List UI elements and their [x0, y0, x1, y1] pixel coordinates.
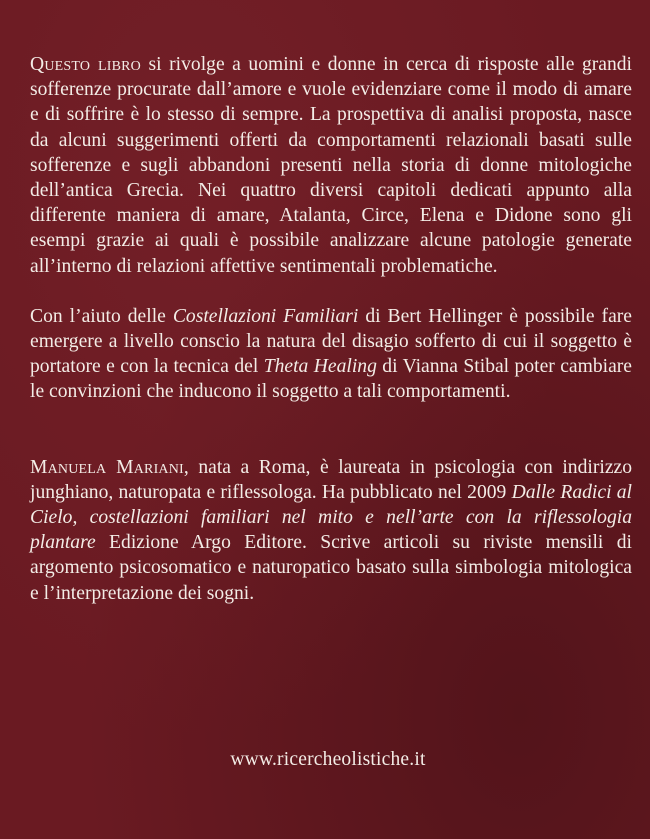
intro-lead: Questo libro: [30, 54, 141, 75]
method-italic-2: Theta Healing: [263, 356, 377, 378]
author-name: Manuela Mariani: [30, 456, 184, 478]
website-link[interactable]: www.ricercheolistiche.it: [230, 749, 426, 770]
method-paragraph: [30, 304, 632, 405]
method-text-3: di Vianna Stibal poter cambiare le convinzioni che inducono il soggetto a tali comportamenti.: [30, 356, 632, 403]
intro-text: si rivolge a uomini e donne in cerca di risposte alle grandi sofferenze procurate dall’amore e vuole evidenziare come il modo di amare e di soffrire è lo stesso di sempre. La prospettiva di analisi proposta, nasce da alcuni suggerimenti offerti da comportamenti relazionali basati sulle sofferenze e sugli abbandoni presenti nella storia di donne mitologiche dell’antica Grecia. Nei quattro diversi capitoli dedicati appunto alla differente maniera di amare, Atalanta, Circe, Elena e Didone sono gli esempi grazie ai quali è possibile analizzare alcune patologie generate all’interno di relazioni affettive sentimentali problematiche.: [30, 54, 633, 277]
method-text-1: Con l’aiuto delle: [30, 305, 173, 327]
method-text-2: di Bert Hellinger è possibile fare emergere a livello conscio la natura del disagio sofferto di cui il soggetto è portatore e con la tecnica del: [30, 305, 632, 378]
intro-paragraph: [30, 52, 632, 279]
author-bio-paragraph: [30, 455, 632, 606]
method-italic-1: Costellazioni Familiari: [172, 305, 359, 327]
author-text-2: Edizione Argo Editore. Scrive articoli su riviste mensili di argomento psicosomatico e naturopatico basato sulla simbologia mitologica e l’interpretazione dei sogni.: [30, 532, 632, 604]
author-text-1: , nata a Roma, è laureata in psicologia con indirizzo junghiano, naturopata e riflessologa. Ha pubblicato nel 2009: [30, 456, 633, 503]
author-book-title: Dalle Radici al Cielo, costellazioni familiari nel mito e nell’arte con la riflessologia plantare: [30, 481, 632, 554]
